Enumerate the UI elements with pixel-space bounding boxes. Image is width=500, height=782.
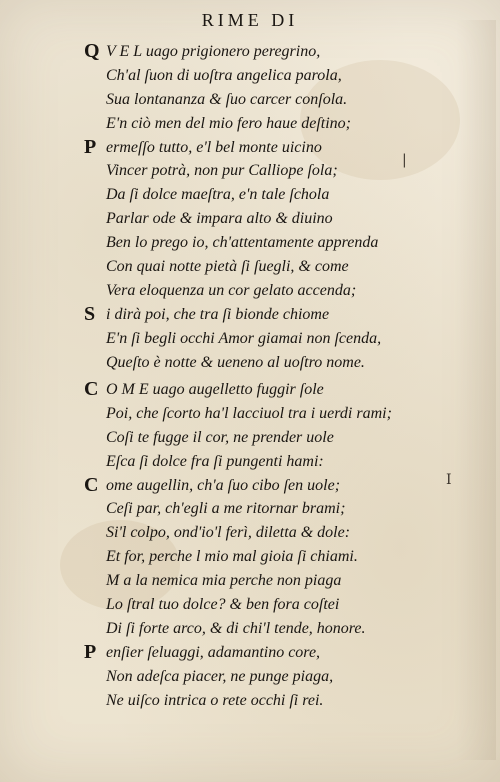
- verse-text: Poi, che ſcorto ha'l lacciuol tra i uerdi rami;: [106, 404, 392, 422]
- running-head: RIME DI: [201, 10, 299, 30]
- verse-text: Ceſi par, ch'egli a me ritornar brami;: [106, 500, 346, 518]
- verse-text: Et for, perche l mio mal gioia ſi chiami.: [106, 548, 358, 566]
- verse-line: [88, 255, 468, 279]
- verse-text: Vincer potrà, non pur Calliope ſola;: [106, 162, 338, 180]
- decorated-initial: Q: [84, 40, 100, 62]
- verse-text: Si'l colpo, ond'io'l ferì, diletta & dole:: [106, 524, 351, 542]
- decorated-initial: C: [84, 473, 99, 496]
- sonnet-one: [84, 40, 468, 374]
- verse-line: [84, 135, 468, 160]
- verse-line: [88, 183, 468, 207]
- verse-line: [88, 279, 468, 303]
- verse-text: Lo ſtral tuo dolce? & ben fora coſtei: [106, 596, 340, 614]
- verse-line: [88, 64, 468, 88]
- verse-line: [88, 497, 468, 521]
- verse-line: [84, 378, 468, 402]
- verse-line: [88, 112, 468, 136]
- verse-text: Ben lo prego io, ch'attentamente apprenda: [106, 234, 379, 252]
- verse-text: Di ſi forte arco, & di chi'l tende, honore.: [106, 619, 366, 637]
- decorated-initial: C: [84, 378, 99, 400]
- verse-text: Eſca ſi dolce fra ſi pungenti hami:: [106, 452, 324, 470]
- verse-text: ome augellin, ch'a ſuo cibo ſen uole;: [106, 476, 341, 494]
- decorated-initial: P: [84, 135, 97, 158]
- margin-mark: I: [446, 472, 452, 488]
- verse-line: [88, 689, 468, 713]
- verse-text: M a la nemica mia perche non piaga: [106, 572, 342, 590]
- verse-line: [88, 88, 468, 112]
- verse-text: Queſto è notte & ueneno al uoſtro nome.: [106, 353, 365, 371]
- verse-text: Ne uiſco intrica o rete occhi ſi rei.: [106, 691, 324, 709]
- verse-text: Coſi te fugge il cor, ne prender uole: [106, 428, 334, 446]
- verse-text: i dirà poi, che tra ſi bionde chiome: [106, 305, 330, 323]
- decorated-initial: S: [84, 302, 96, 325]
- sonnet-two: [84, 378, 468, 712]
- verse-text: Ch'al ſuon di uoſtra angelica parola,: [106, 66, 342, 84]
- verse-line: [84, 640, 468, 665]
- verse-text: Con quai notte pietà ſi ſuegli, & come: [106, 258, 349, 276]
- verse-text: V E L uago prigionero peregrino,: [106, 43, 321, 60]
- verse-text: E'n ſi begli occhi Amor giamai non ſcenda,: [106, 329, 382, 347]
- verse-line: [88, 351, 468, 375]
- verse-line: [84, 40, 468, 64]
- verse-line: [88, 521, 468, 545]
- verse-line: [84, 473, 468, 498]
- verse-text: Non adeſca piacer, ne punge piaga,: [106, 667, 334, 685]
- verse-line: [88, 665, 468, 689]
- verse-text: enſier ſeluaggi, adamantino core,: [106, 643, 321, 661]
- verse-line: [88, 159, 468, 183]
- verse-text: Vera eloquenza un cor gelato accenda;: [106, 281, 357, 299]
- verse-line: [88, 231, 468, 255]
- verse-line: [88, 593, 468, 617]
- verse-line: [88, 450, 468, 474]
- verse-line: [88, 617, 468, 641]
- verse-text: Parlar ode & impara alto & diuino: [106, 210, 333, 228]
- verse-text: ermeſſo tutto, e'l bel monte uicino: [106, 138, 322, 156]
- verse-line: [88, 426, 468, 450]
- verse-text: Da ſi dolce maeſtra, e'n tale ſchola: [106, 186, 330, 204]
- verse-line: [88, 545, 468, 569]
- decorated-initial: P: [84, 640, 97, 663]
- verse-line: [88, 327, 468, 351]
- verse-line: [88, 207, 468, 231]
- verse-text: Sua lontananza & ſuo carcer conſola.: [106, 90, 348, 108]
- margin-mark: |: [402, 152, 407, 168]
- verse-line: [88, 569, 468, 593]
- verse-line: [88, 402, 468, 426]
- verse-text: E'n ciò men del mio fero haue deſtino;: [106, 114, 351, 132]
- verse-line: [84, 302, 468, 327]
- verse-text: O M E uago augelletto fuggir ſole: [106, 381, 324, 398]
